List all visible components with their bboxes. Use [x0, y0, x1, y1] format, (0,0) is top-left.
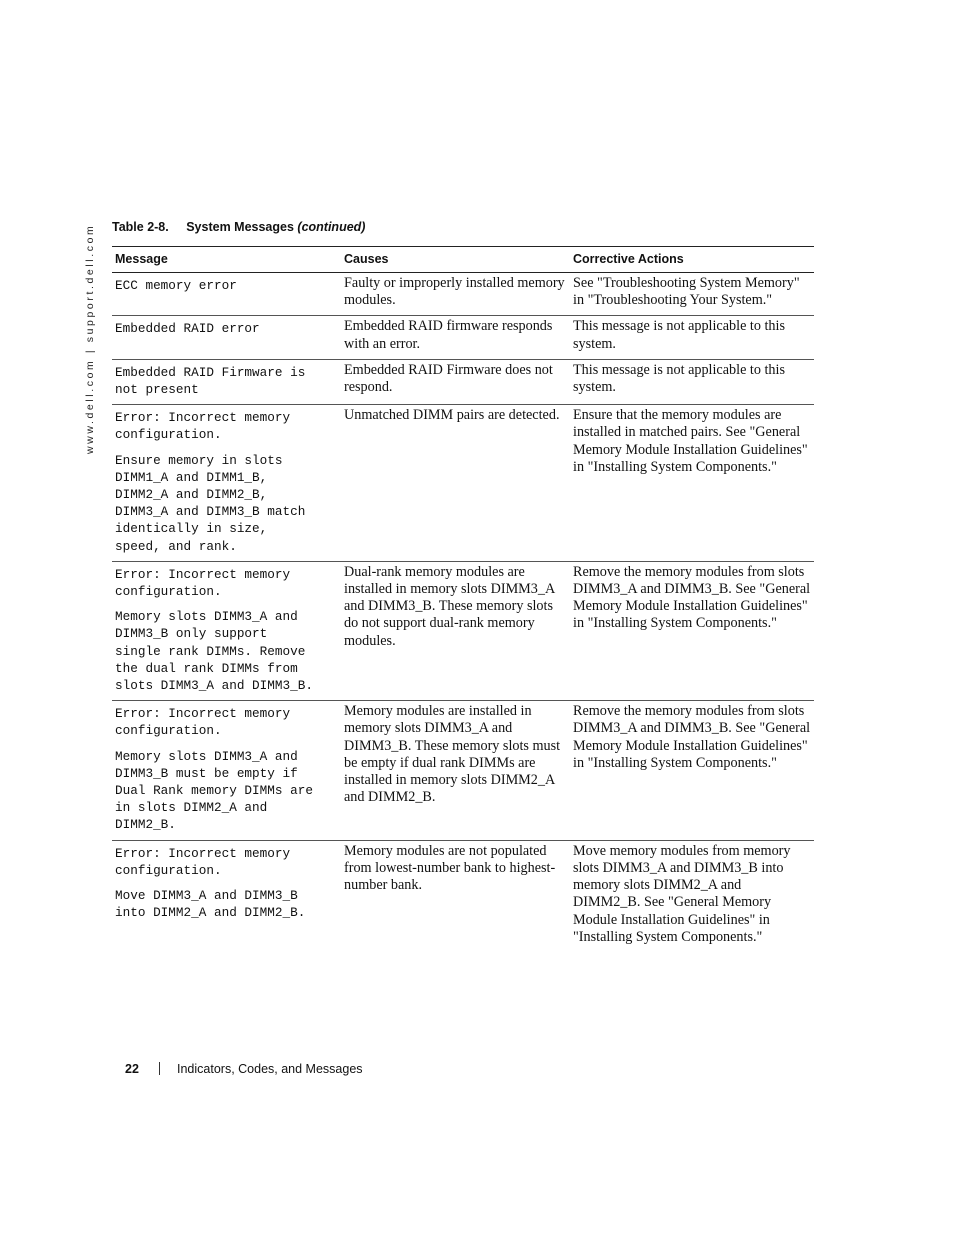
side-url: www.dell.com | support.dell.com: [84, 224, 96, 455]
message-cell: [112, 273, 341, 316]
corrective-actions-cell: Remove the memory modules from slots DIMM3_A and DIMM3_B. See "General Memory Module Installation Guidelines" in "Installing System Components.": [573, 703, 811, 771]
causes-cell: Memory modules are not populated from lowest-number bank to highest-number bank.: [344, 842, 556, 894]
table-body: [112, 273, 814, 952]
message-text: Memory slots DIMM3_A and DIMM3_B only support single rank DIMMs. Remove the dual rank DIMMs from slots DIMM3_A and DIMM3_B.: [115, 609, 313, 694]
message-text: Error: Incorrect memory configuration.: [115, 566, 291, 600]
causes-cell: Faulty or improperly installed memory modules.: [344, 275, 565, 309]
message-text: Memory slots DIMM3_A and DIMM3_B must be empty if Dual Rank memory DIMMs are in slots DIMM2_A and DIMM2_B.: [115, 748, 313, 833]
table-number: Table 2-8.: [112, 220, 169, 234]
header-corrective-actions: Corrective Actions: [573, 252, 684, 266]
message-text: Ensure memory in slots DIMM1_A and DIMM1_B, DIMM2_A and DIMM2_B, DIMM3_A and DIMM3_B match identically in size, speed, and rank.: [115, 452, 306, 554]
table-row: [112, 561, 814, 700]
message-cell: [112, 405, 341, 562]
causes-cell: Embedded RAID Firmware does not respond.: [344, 361, 553, 396]
message-text: Move DIMM3_A and DIMM3_B into DIMM2_A and DIMM2_B.: [115, 888, 306, 921]
table-row: [112, 316, 814, 359]
table-header-row: [112, 247, 814, 273]
message-text: Error: Incorrect memory configuration.: [115, 845, 291, 878]
message-cell: [112, 316, 341, 359]
table-row: [112, 359, 814, 404]
message-text: Error: Incorrect memory configuration.: [115, 706, 291, 739]
message-cell: [112, 561, 341, 700]
header-message: Message: [115, 252, 168, 266]
causes-cell: Memory modules are installed in memory slots DIMM3_A and DIMM3_B. These memory slots must be empty if dual rank DIMMs are installed in memory slots DIMM2_A and DIMM2_B.: [344, 703, 561, 806]
corrective-actions-cell: See "Troubleshooting System Memory" in "Troubleshooting Your System.": [573, 275, 800, 309]
message-cell: [112, 701, 341, 840]
header-causes: Causes: [344, 252, 389, 266]
page-number: 22: [125, 1062, 139, 1076]
corrective-actions-cell: Move memory modules from memory slots DIMM3_A and DIMM3_B into memory slots DIMM2_A and DIMM2_B. See "General Memory Module Installation Guidelines" in "Installing System Components.": [573, 842, 791, 945]
causes-cell: Dual-rank memory modules are installed in memory slots DIMM3_A and DIMM3_B. These memory slots do not support dual-rank memory modules.: [344, 563, 555, 649]
table-caption: [112, 220, 365, 234]
causes-cell: Unmatched DIMM pairs are detected.: [344, 407, 560, 424]
table-title: System Messages: [186, 220, 294, 234]
page-footer: [112, 1062, 363, 1076]
causes-cell: Embedded RAID firmware responds with an error.: [344, 318, 553, 352]
table-row: [112, 701, 814, 840]
table-row: [112, 273, 814, 316]
corrective-actions-cell: Ensure that the memory modules are installed in matched pairs. See "General Memory Module Installation Guidelines" in "Installing System Components.": [573, 407, 808, 475]
message-text: Embedded RAID Firmware is not present: [115, 364, 306, 398]
message-text: Embedded RAID error: [115, 321, 260, 337]
corrective-actions-cell: This message is not applicable to this system.: [573, 361, 785, 396]
system-messages-table: [112, 246, 814, 952]
message-cell: [112, 359, 341, 404]
message-text: Error: Incorrect memory configuration.: [115, 410, 291, 443]
footer-section-title: Indicators, Codes, and Messages: [177, 1062, 363, 1076]
footer-divider: [159, 1062, 160, 1075]
table-row: [112, 840, 814, 952]
table-continued-label: (continued): [297, 220, 366, 234]
message-text: ECC memory error: [115, 278, 237, 293]
corrective-actions-cell: This message is not applicable to this system.: [573, 318, 785, 352]
message-cell: [112, 840, 341, 952]
corrective-actions-cell: Remove the memory modules from slots DIMM3_A and DIMM3_B. See "General Memory Module Installation Guidelines" in "Installing System Components.": [573, 563, 811, 632]
table-row: [112, 405, 814, 562]
